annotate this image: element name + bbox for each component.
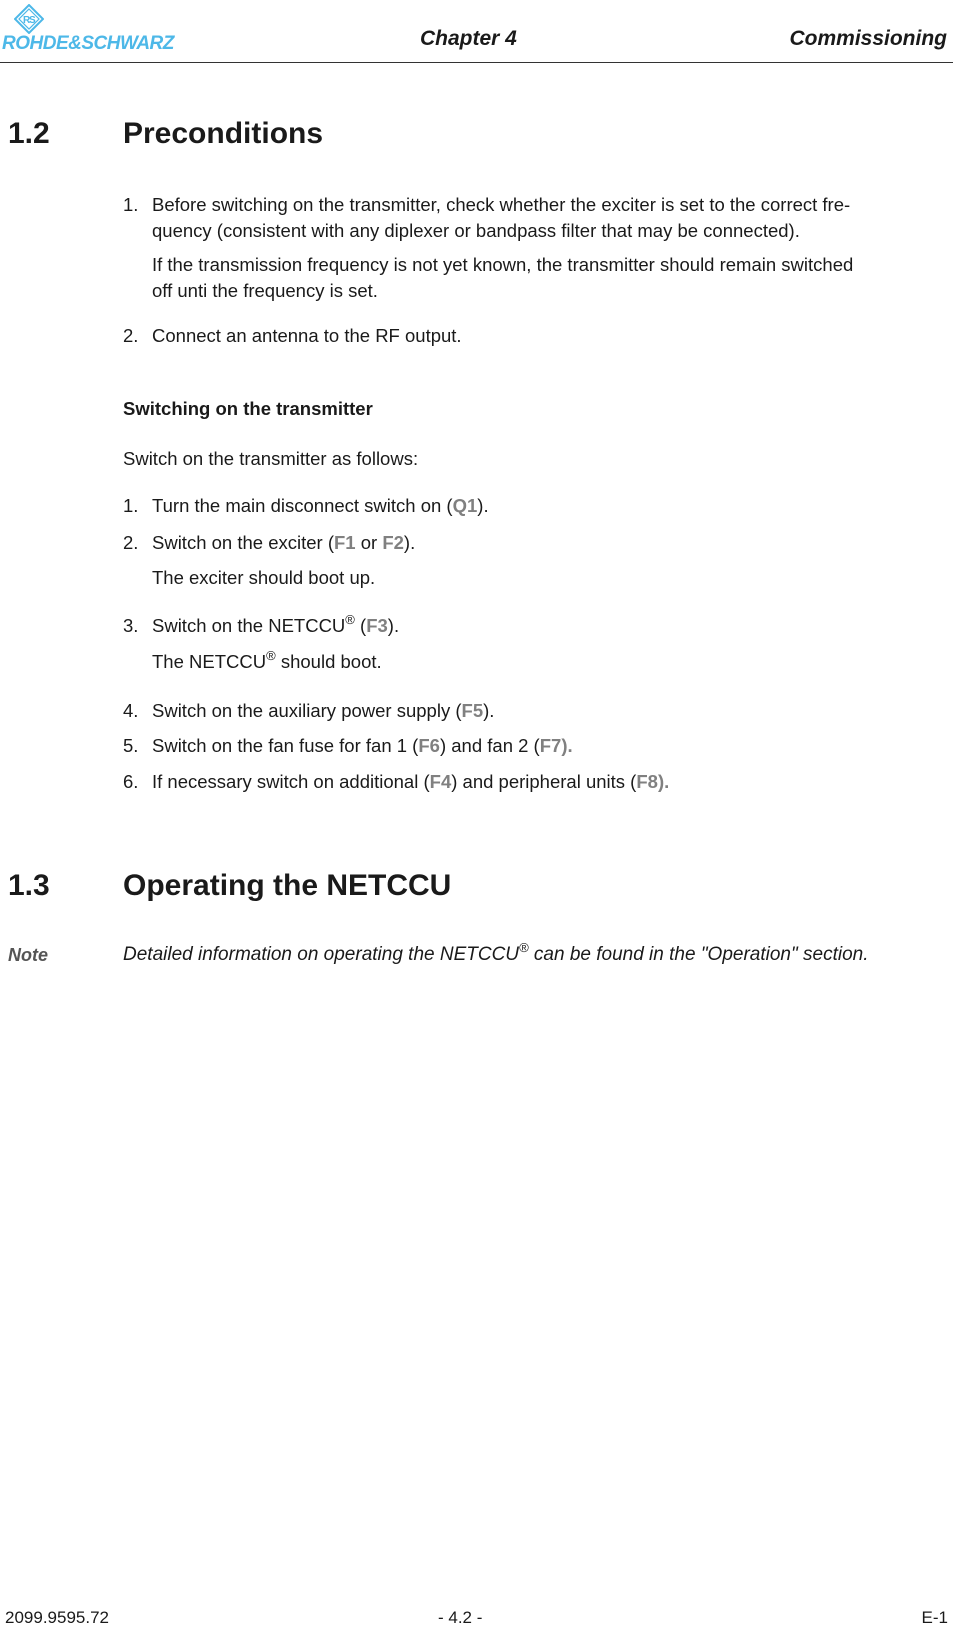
page-header	[0, 0, 953, 63]
list-item-line: Before switching on the transmitter, check whether the exciter is set to the correct fre-	[152, 194, 851, 215]
step-text: Switch on the exciter (	[152, 532, 334, 553]
subsection-heading: Switching on the transmitter	[123, 398, 373, 419]
component-ref: F1	[334, 532, 356, 553]
step-text: (	[354, 615, 367, 636]
company-logo	[2, 4, 228, 54]
logo-wordmark: ROHDE&SCHWARZ	[2, 33, 174, 54]
step-text: The NETCCU	[152, 651, 267, 672]
step-note	[152, 649, 949, 675]
list-item: Connect an antenna to the RF output.	[152, 325, 462, 346]
paragraph-line: off unti the frequency is set.	[152, 280, 378, 301]
step-text: ).	[483, 700, 495, 721]
step-text: Switch on the NETCCU	[152, 615, 346, 636]
step-text: ).	[387, 615, 400, 636]
step-note: The exciter should boot up.	[152, 567, 376, 588]
note-text-part: can be found in the "Operation" section.	[528, 944, 869, 965]
list-item-line: quency (consistent with any diplexer or bandpass filter that may be connected).	[152, 220, 800, 241]
step-text: ).	[561, 735, 573, 756]
step-number: 2.	[123, 532, 139, 553]
step-number: 6.	[123, 771, 139, 792]
note-text-part: Detailed information on operating the NETCCU	[123, 944, 520, 965]
step-item	[152, 613, 949, 639]
section-number: 1.2	[8, 117, 50, 150]
page-number: - 4.2 -	[438, 1608, 483, 1627]
step-number: 1.	[123, 495, 139, 516]
step-number: 3.	[123, 615, 139, 636]
step-item	[152, 733, 949, 759]
component-ref: F7	[539, 735, 562, 756]
registered-mark: ®	[345, 611, 355, 627]
step-text: or	[355, 532, 383, 553]
component-ref: F5	[461, 700, 484, 721]
step-text: Switch on the fan fuse for fan 1 (	[152, 735, 419, 756]
step-item	[152, 769, 949, 795]
component-ref: F4	[429, 771, 452, 792]
registered-mark: ®	[266, 647, 276, 663]
note-text	[123, 939, 869, 966]
section-label: Commissioning	[789, 27, 947, 50]
component-ref: Q1	[452, 495, 478, 516]
step-item	[152, 698, 949, 724]
doc-number: 2099.9595.72	[5, 1608, 109, 1627]
step-text: If necessary switch on additional (	[152, 771, 430, 792]
step-number: 5.	[123, 735, 139, 756]
step-text: ) and fan 2 (	[439, 735, 540, 756]
component-ref: F2	[382, 532, 404, 553]
registered-mark: ®	[519, 939, 529, 955]
chapter-label: Chapter 4	[420, 27, 517, 50]
step-text: Turn the main disconnect switch on (	[152, 495, 453, 516]
step-number: 4.	[123, 700, 139, 721]
component-ref: F6	[418, 735, 440, 756]
list-item-number: 2.	[123, 325, 139, 346]
list-item-number: 1.	[123, 194, 139, 215]
section-number: 1.3	[8, 869, 50, 902]
section-title: Operating the NETCCU	[123, 869, 452, 902]
step-item	[152, 493, 949, 519]
paragraph: Switch on the transmitter as follows:	[123, 448, 419, 469]
edition-label: E-1	[921, 1608, 948, 1627]
step-text: ).	[657, 771, 670, 792]
step-text: ) and peripheral units (	[451, 771, 637, 792]
note-label: Note	[8, 945, 48, 965]
step-text: Switch on the auxiliary power supply (	[152, 700, 462, 721]
step-text: ).	[403, 532, 416, 553]
component-ref: F8	[636, 771, 658, 792]
step-text: should boot.	[275, 651, 382, 672]
paragraph-line: If the transmission frequency is not yet known, the transmitter should remain switched	[152, 254, 854, 275]
step-text: ).	[477, 495, 489, 516]
paragraph	[152, 252, 949, 304]
svg-text:R: R	[23, 15, 31, 26]
svg-text:S: S	[29, 15, 36, 26]
list-item	[152, 192, 949, 244]
section-title: Preconditions	[123, 117, 324, 150]
rs-diamond-icon	[14, 4, 44, 34]
step-item	[152, 530, 949, 556]
component-ref: F3	[366, 615, 388, 636]
